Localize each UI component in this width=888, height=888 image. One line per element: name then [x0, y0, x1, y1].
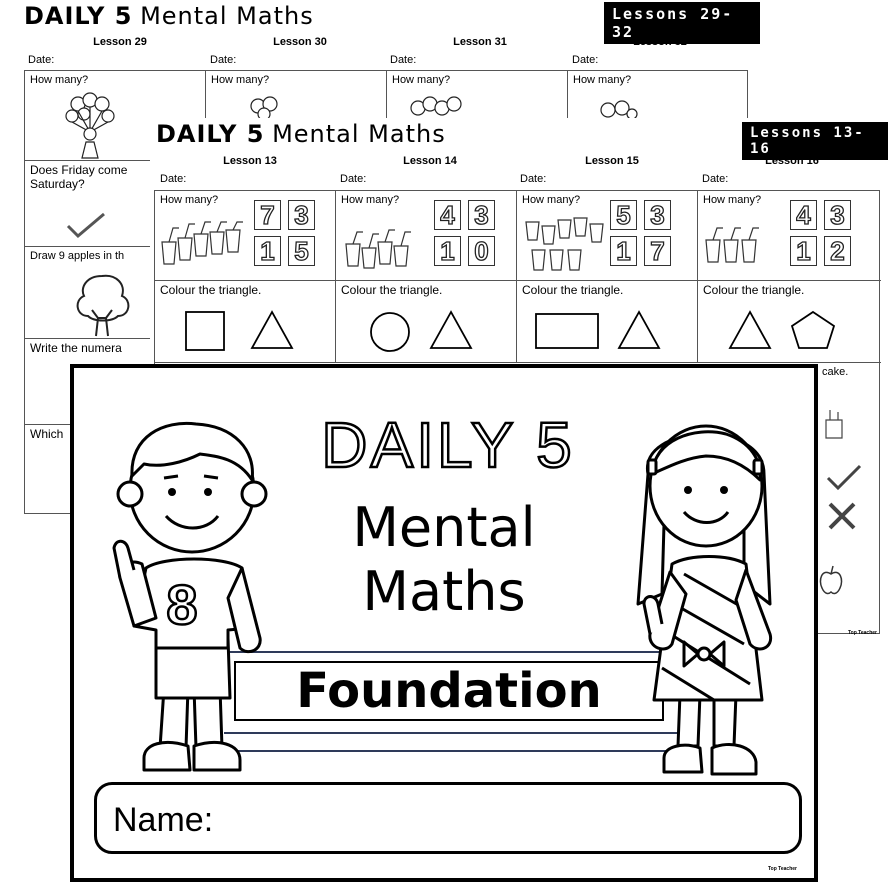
- balloons-icon: [248, 94, 284, 120]
- name-field[interactable]: [94, 782, 802, 854]
- back-title: [24, 2, 314, 30]
- shapes-row: [150, 304, 888, 354]
- mid-digit-1d: [288, 236, 315, 266]
- cover-level-band: [234, 661, 664, 721]
- mid-digit-2a: [434, 200, 461, 230]
- mid-prompt-colour-1: Colour the triangle.: [160, 283, 262, 297]
- digit-text: 1: [616, 236, 631, 266]
- triangle-shape-1: [252, 312, 292, 348]
- mid-lesson-13: Lesson 13: [223, 155, 277, 167]
- digit-text: 3: [294, 200, 309, 230]
- mid-prompt-howmany-3: How many?: [522, 194, 581, 206]
- mid-title-light: Mental Maths: [272, 120, 446, 148]
- back-prompt-howmany-4: How many?: [573, 74, 632, 86]
- mid-date-3: Date:: [520, 173, 547, 185]
- mid-lesson-16: Lesson 16: [765, 155, 819, 167]
- name-label: Name:: [113, 801, 214, 839]
- back-prompt-which: Which: [30, 427, 64, 441]
- cover-brand: Top Teacher: [768, 866, 797, 872]
- back-date-1: Date:: [28, 54, 55, 66]
- digit-text: 1: [260, 236, 275, 266]
- cover-maths: Maths: [362, 559, 526, 623]
- cross-icon: [824, 498, 860, 534]
- digit-text: 4: [440, 200, 455, 230]
- tree-icon: [72, 270, 134, 338]
- balloons-icon-3: [596, 96, 640, 120]
- back-prompt-howmany-3: How many?: [392, 74, 451, 86]
- back-date-4: Date:: [572, 54, 599, 66]
- boy-illustration: [104, 398, 274, 798]
- mid-digit-4b: [824, 200, 851, 230]
- rectangle-shape: [536, 314, 598, 348]
- square-shape: [186, 312, 224, 350]
- band-line-bottom-2: [234, 750, 674, 752]
- mid-prompt-colour-2: Colour the triangle.: [341, 283, 443, 297]
- digit-text: 3: [650, 200, 665, 230]
- mid-brand: Top Teacher: [848, 630, 877, 636]
- back-lessons-tag: Lessons 29-32: [604, 2, 760, 44]
- triangle-shape-3: [619, 312, 659, 348]
- mid-digit-3d: [644, 236, 671, 266]
- balloons-icon-2: [408, 94, 464, 120]
- mid-date-4: Date:: [702, 173, 729, 185]
- pentagon-shape: [792, 312, 834, 348]
- circle-shape: [371, 313, 409, 351]
- digit-text: 1: [796, 236, 811, 266]
- band-line-top: [224, 651, 679, 653]
- apple-icon: [816, 564, 846, 598]
- back-title-light: Mental Maths: [140, 2, 314, 30]
- mid-prompt-howmany-2: How many?: [341, 194, 400, 206]
- mid-digit-2d: [468, 236, 495, 266]
- mid-digit-3b: [644, 200, 671, 230]
- back-lesson-32: Lesson 32: [633, 36, 687, 48]
- mid-digit-2c: [434, 236, 461, 266]
- mid-digit-4d: [824, 236, 851, 266]
- digit-text: 3: [474, 200, 489, 230]
- mid-title: [156, 120, 446, 148]
- digit-text: 1: [440, 236, 455, 266]
- back-title-bold: DAILY 5: [24, 2, 133, 30]
- shirt-number: 8: [166, 573, 198, 636]
- tick-icon-2: [824, 462, 864, 492]
- back-prompt-numeral: Write the numera: [30, 341, 122, 355]
- mid-digit-2b: [468, 200, 495, 230]
- digit-text: 3: [830, 200, 845, 230]
- mid-digit-1a: [254, 200, 281, 230]
- balloons-girl-icon: [56, 92, 126, 160]
- back-prompt-howmany-1: How many?: [30, 74, 89, 86]
- triangle-shape-4: [730, 312, 770, 348]
- digit-text: 2: [830, 236, 845, 266]
- cups-icon-3: [522, 208, 606, 274]
- mid-digit-4c: [790, 236, 817, 266]
- back-prompt-saturday: Saturday?: [30, 176, 85, 191]
- girl-illustration: [614, 404, 804, 794]
- mid-digit-4a: [790, 200, 817, 230]
- back-prompt-howmany-2: How many?: [211, 74, 270, 86]
- mid-prompt-colour-4: Colour the triangle.: [703, 283, 805, 297]
- mid-title-bold: DAILY 5: [156, 120, 265, 148]
- mid-date-2: Date:: [340, 173, 367, 185]
- back-lesson-30: Lesson 30: [273, 36, 327, 48]
- band-line-bottom: [224, 732, 679, 734]
- cups-icon-1: [158, 220, 248, 268]
- mid-digit-3a: [610, 200, 637, 230]
- cover-mental: Mental: [352, 496, 536, 559]
- digit-text: 5: [294, 236, 309, 266]
- cover-subtitle: [274, 496, 614, 623]
- back-lesson-31: Lesson 31: [453, 36, 507, 48]
- cover-page: [70, 364, 818, 882]
- mid-date-1: Date:: [160, 173, 187, 185]
- cups-icon-2: [342, 228, 414, 270]
- mid-lesson-15: Lesson 15: [585, 155, 639, 167]
- back-lesson-29: Lesson 29: [93, 36, 147, 48]
- tick-icon: [64, 210, 108, 240]
- mid-digit-1c: [254, 236, 281, 266]
- mid-lessons-tag: Lessons 13-16: [742, 122, 888, 160]
- mid-prompt-colour-3: Colour the triangle.: [522, 283, 624, 297]
- digit-text: 0: [474, 236, 489, 266]
- back-prompt-apples: Draw 9 apples in th: [30, 250, 125, 262]
- mid-digit-3c: [610, 236, 637, 266]
- digit-text: 5: [616, 200, 631, 230]
- back-date-3: Date:: [390, 54, 417, 66]
- triangle-shape-2: [431, 312, 471, 348]
- digit-text: 7: [650, 236, 665, 266]
- digit-text: 4: [796, 200, 811, 230]
- back-date-2: Date:: [210, 54, 237, 66]
- cups-icon-4: [702, 226, 772, 266]
- mid-prompt-howmany-1: How many?: [160, 194, 219, 206]
- mid-lesson-14: Lesson 14: [403, 155, 457, 167]
- cake-icon: [820, 404, 850, 440]
- mid-digit-1b: [288, 200, 315, 230]
- digit-text: 7: [260, 200, 275, 230]
- cover-level: Foundation: [296, 663, 602, 719]
- mid-side-fragment: cake.: [822, 366, 849, 378]
- cover-daily-title: DAILY 5: [321, 409, 575, 481]
- back-prompt-friday: Does Friday come: [30, 163, 128, 177]
- mid-prompt-howmany-4: How many?: [703, 194, 762, 206]
